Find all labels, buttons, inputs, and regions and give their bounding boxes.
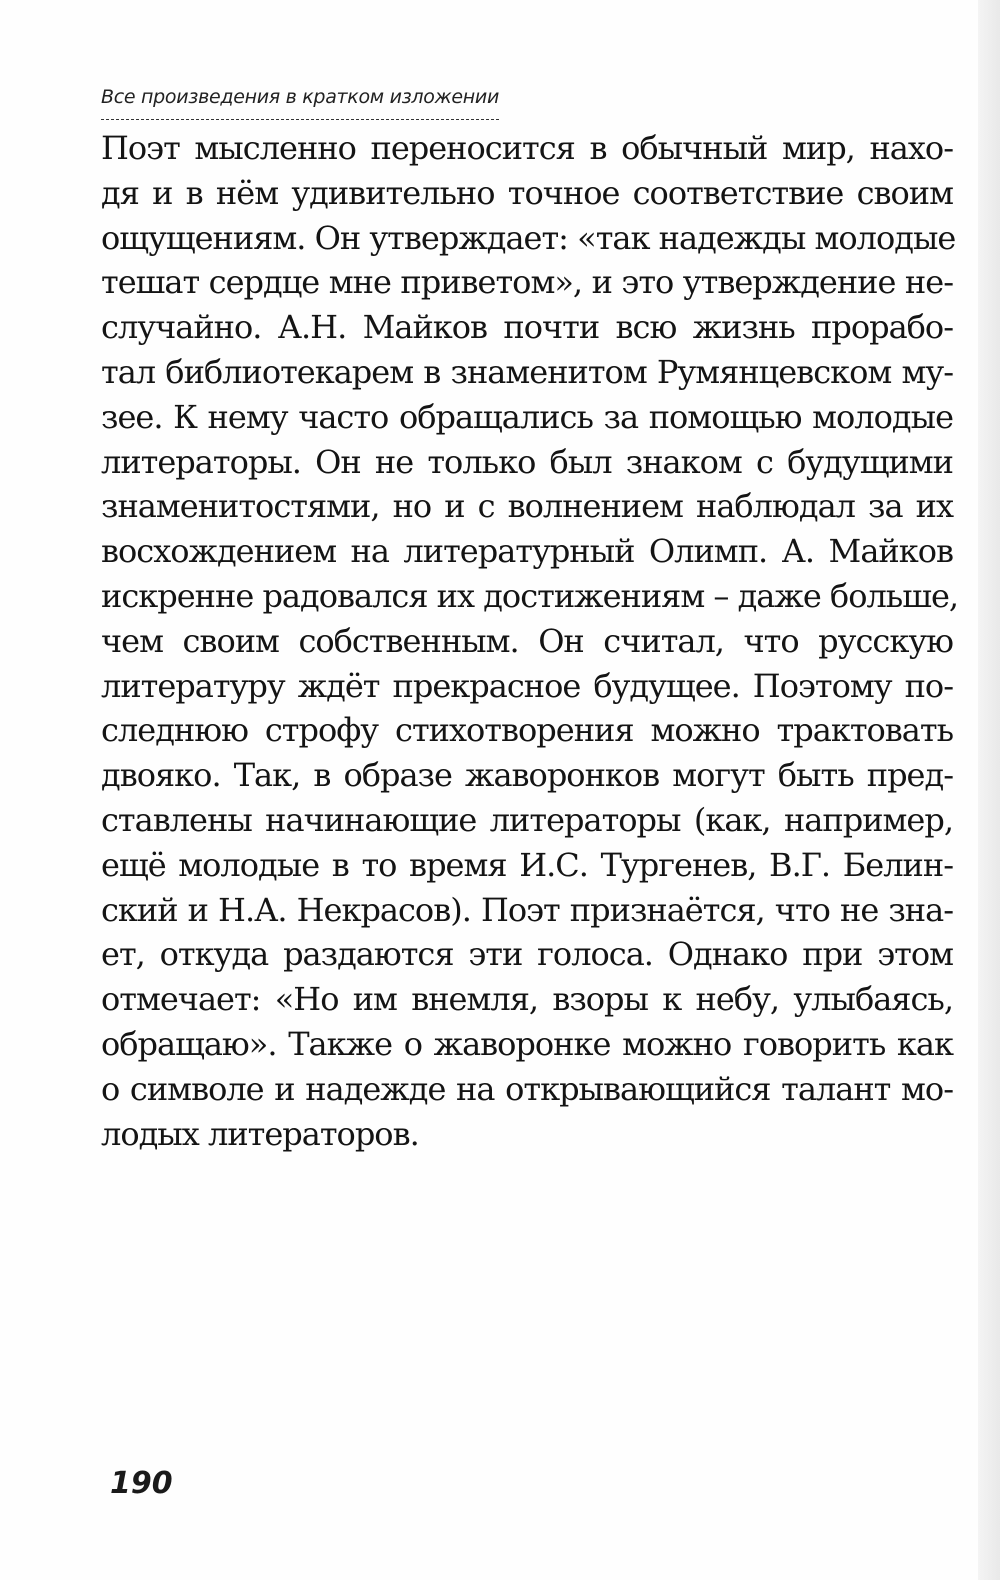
- text-line: отмечает: «Но им внемля, взоры к небу, улыбаясь,: [101, 980, 953, 1019]
- text-line: ский и Н.А. Некрасов). Поэт признаётся, что не зна-: [101, 890, 953, 929]
- text-line: случайно. А.Н. Майков почти всю жизнь прорабо-: [101, 308, 953, 347]
- text-line: дя и в нём удивительно точное соответствие своим: [101, 173, 953, 212]
- text-line: ставлены начинающие литераторы (как, например,: [101, 800, 953, 839]
- text-line: Поэт мысленно переносится в обычный мир, нахо-: [101, 129, 953, 167]
- text-line: следнюю строфу стихотворения можно трактовать: [101, 711, 953, 750]
- text-line: литературу ждёт прекрасное будущее. Поэтому по-: [101, 666, 953, 705]
- text-line: обращаю». Также о жаворонке можно говорить как: [101, 1024, 953, 1063]
- text-line: лодых литераторов.: [101, 1114, 419, 1153]
- running-head-rule: [101, 119, 499, 120]
- text-line: искренне радовался их достижениям – даже больше,: [101, 576, 959, 615]
- page-number: 190: [110, 1466, 173, 1501]
- text-line: о символе и надежде на открывающийся талант мо-: [101, 1069, 953, 1108]
- text-line: ощущениям. Он утверждает: «так надежды молодые: [101, 218, 956, 257]
- running-head: Все произведения в кратком изложении: [101, 86, 500, 108]
- text-line: двояко. Так, в образе жаворонков могут быть пред-: [101, 756, 953, 795]
- text-line: ет, откуда раздаются эти голоса. Однако при этом: [101, 935, 953, 974]
- text-line: чем своим собственным. Он считал, что русскую: [101, 621, 953, 660]
- text-line: литераторы. Он не только был знаком с будущими: [101, 442, 953, 481]
- text-line: зее. К нему часто обращались за помощью молодые: [101, 397, 953, 436]
- text-line: знаменитостями, но и с волнением наблюдал за их: [101, 487, 953, 526]
- body-paragraph: [101, 126, 959, 1156]
- text-line: тал библиотекарем в знаменитом Румянцевском му-: [101, 352, 953, 391]
- text-line: восхождением на литературный Олимп. А. Майков: [101, 532, 953, 571]
- text-line: тешат сердце мне приветом», и это утверждение не-: [101, 263, 953, 302]
- page-edge-shadow: [978, 0, 1000, 1580]
- text-line: ещё молодые в то время И.С. Тургенев, В.Г. Белин-: [101, 845, 953, 884]
